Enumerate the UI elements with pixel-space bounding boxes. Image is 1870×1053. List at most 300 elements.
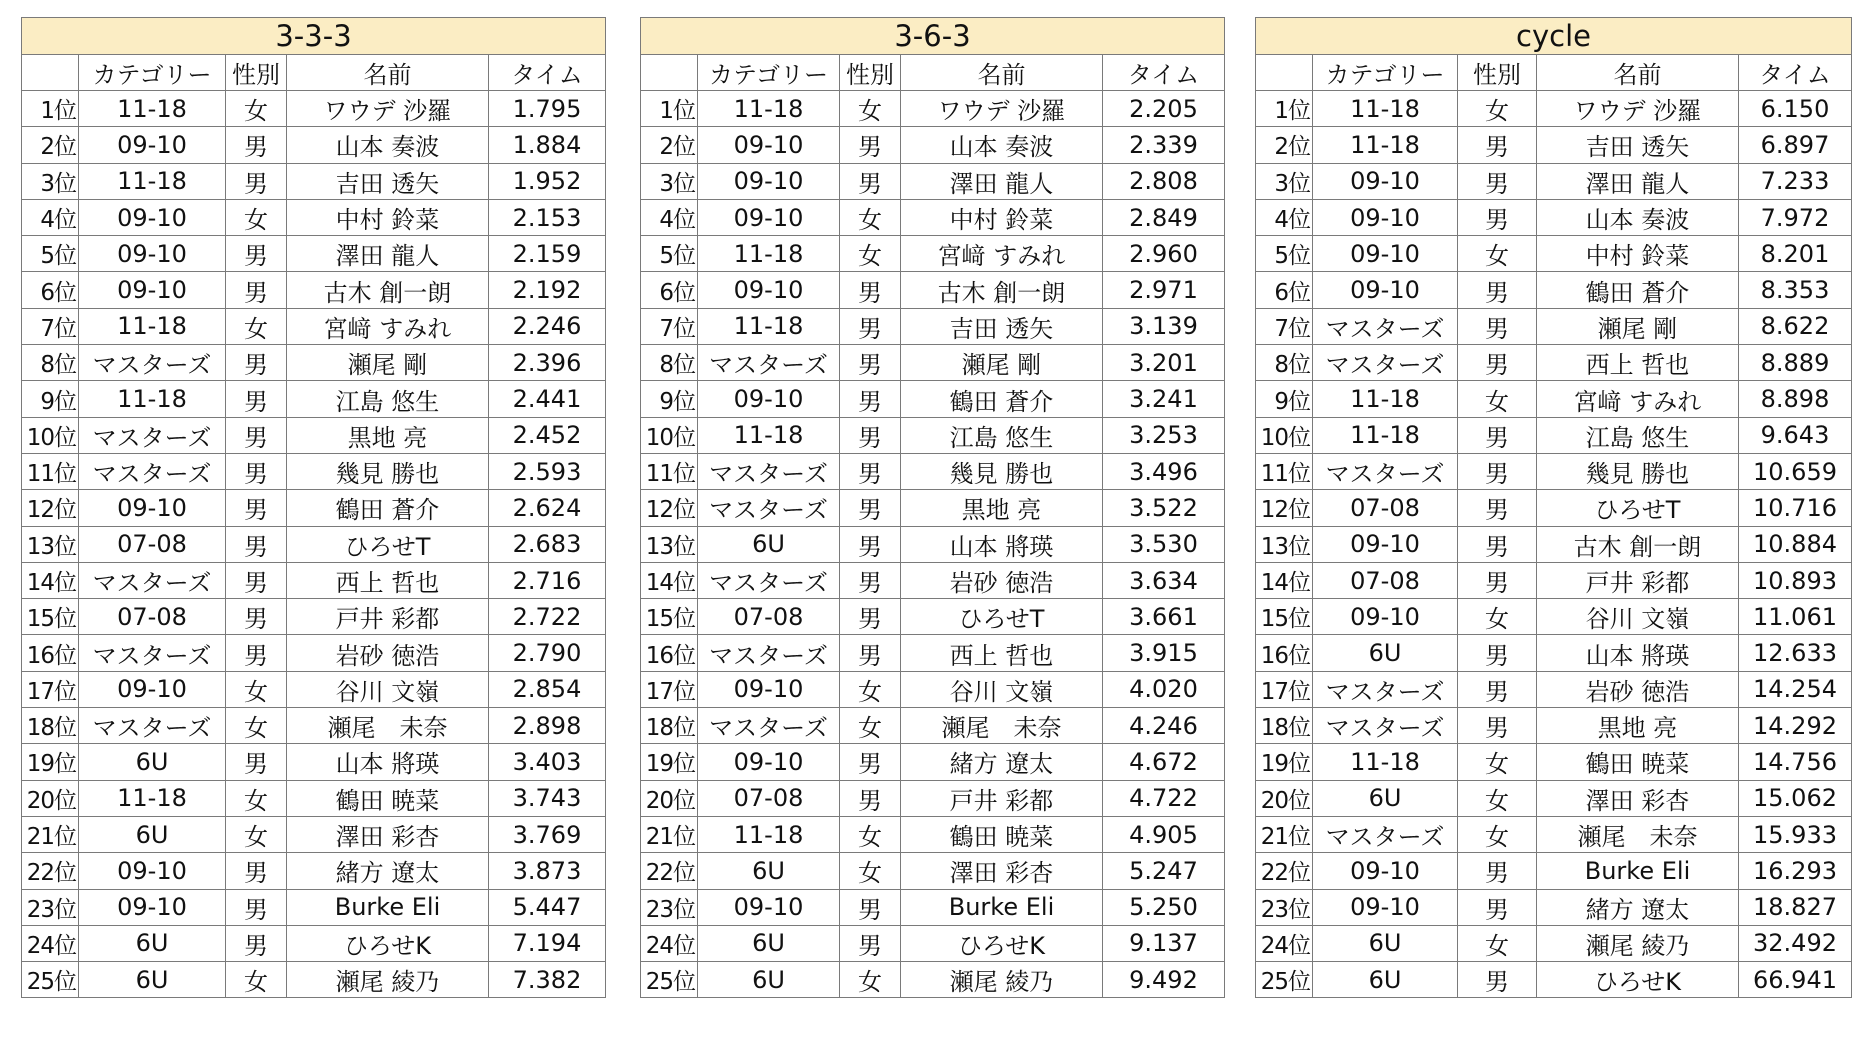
time-cell: 4.246 <box>1103 708 1225 744</box>
time-cell: 4.020 <box>1103 671 1225 707</box>
name-cell: ワウデ 沙羅 <box>287 91 489 127</box>
time-cell: 5.247 <box>1103 853 1225 889</box>
rank-cell: 3位 <box>641 163 698 199</box>
rank-cell: 6位 <box>22 272 79 308</box>
gender-cell: 男 <box>1458 708 1537 744</box>
table-row <box>641 163 1225 199</box>
time-cell: 2.683 <box>489 526 606 562</box>
gender-cell: 男 <box>1458 671 1537 707</box>
table-row <box>22 490 606 526</box>
category-cell: マスターズ <box>1313 671 1458 707</box>
name-cell: 古木 創一朗 <box>1537 526 1739 562</box>
gender-cell: 男 <box>1458 635 1537 671</box>
name-cell: 中村 鈴菜 <box>901 199 1103 235</box>
table-row <box>22 744 606 780</box>
rank-cell: 1位 <box>22 91 79 127</box>
time-cell: 3.139 <box>1103 308 1225 344</box>
time-cell: 2.339 <box>1103 127 1225 163</box>
category-cell: マスターズ <box>79 345 226 381</box>
gender-cell: 男 <box>226 236 287 272</box>
rank-cell: 18位 <box>641 708 698 744</box>
gender-cell: 男 <box>226 562 287 598</box>
time-cell: 2.159 <box>489 236 606 272</box>
category-cell: 6U <box>1313 925 1458 961</box>
rank-cell: 12位 <box>22 490 79 526</box>
rank-header <box>641 55 698 91</box>
gender-cell: 男 <box>1458 272 1537 308</box>
gender-cell: 男 <box>840 127 901 163</box>
table-row <box>1256 708 1852 744</box>
rank-cell: 20位 <box>641 780 698 816</box>
category-cell: 6U <box>1313 780 1458 816</box>
table-row <box>1256 925 1852 961</box>
table-row <box>1256 962 1852 998</box>
category-cell: 09-10 <box>79 199 226 235</box>
category-cell: マスターズ <box>79 708 226 744</box>
gender-cell: 男 <box>1458 889 1537 925</box>
rank-cell: 12位 <box>1256 490 1313 526</box>
gender-cell: 男 <box>226 526 287 562</box>
table-row <box>22 925 606 961</box>
category-cell: 07-08 <box>1313 490 1458 526</box>
time-cell: 7.194 <box>489 925 606 961</box>
time-cell: 8.898 <box>1739 381 1852 417</box>
gender-cell: 男 <box>226 163 287 199</box>
category-cell: 09-10 <box>79 127 226 163</box>
category-cell: 07-08 <box>79 599 226 635</box>
rank-cell: 10位 <box>641 417 698 453</box>
time-cell: 12.633 <box>1739 635 1852 671</box>
table-row <box>1256 490 1852 526</box>
name-cell: 鶴田 蒼介 <box>287 490 489 526</box>
time-cell: 1.795 <box>489 91 606 127</box>
category-cell: 11-18 <box>698 308 840 344</box>
name-cell: 古木 創一朗 <box>901 272 1103 308</box>
rank-cell: 17位 <box>22 671 79 707</box>
category-cell: マスターズ <box>698 562 840 598</box>
name-cell: Burke Eli <box>287 889 489 925</box>
name-cell: Burke Eli <box>901 889 1103 925</box>
gender-cell: 男 <box>1458 526 1537 562</box>
time-cell: 66.941 <box>1739 962 1852 998</box>
rank-cell: 20位 <box>1256 780 1313 816</box>
category-cell: マスターズ <box>698 345 840 381</box>
time-cell: 15.062 <box>1739 780 1852 816</box>
gender-cell: 男 <box>1458 490 1537 526</box>
gender-cell: 男 <box>226 453 287 489</box>
name-cell: 谷川 文嶺 <box>901 671 1103 707</box>
table-title: 3-6-3 <box>641 18 1225 55</box>
gender-cell: 女 <box>840 816 901 852</box>
time-cell: 6.150 <box>1739 91 1852 127</box>
rank-cell: 5位 <box>641 236 698 272</box>
time-cell: 3.241 <box>1103 381 1225 417</box>
time-cell: 5.250 <box>1103 889 1225 925</box>
name-cell: 澤田 龍人 <box>287 236 489 272</box>
gender-cell: 男 <box>840 744 901 780</box>
table-row <box>1256 453 1852 489</box>
rank-cell: 5位 <box>22 236 79 272</box>
category-cell: 07-08 <box>1313 562 1458 598</box>
gender-cell: 女 <box>1458 744 1537 780</box>
time-cell: 2.205 <box>1103 91 1225 127</box>
time-cell: 8.889 <box>1739 345 1852 381</box>
category-cell: 09-10 <box>1313 526 1458 562</box>
table-row <box>641 708 1225 744</box>
category-cell: 6U <box>79 962 226 998</box>
category-cell: 11-18 <box>79 381 226 417</box>
table-row <box>641 381 1225 417</box>
category-cell: 09-10 <box>698 127 840 163</box>
time-cell: 4.722 <box>1103 780 1225 816</box>
table-row <box>641 562 1225 598</box>
gender-cell: 女 <box>226 708 287 744</box>
rank-cell: 7位 <box>1256 308 1313 344</box>
table-row <box>641 272 1225 308</box>
category-cell: 09-10 <box>1313 236 1458 272</box>
name-cell: 西上 哲也 <box>1537 345 1739 381</box>
gender-header: 性別 <box>226 55 287 91</box>
time-cell: 3.403 <box>489 744 606 780</box>
rank-cell: 12位 <box>641 490 698 526</box>
rank-cell: 2位 <box>1256 127 1313 163</box>
time-cell: 2.593 <box>489 453 606 489</box>
gender-cell: 男 <box>1458 127 1537 163</box>
category-cell: 11-18 <box>79 308 226 344</box>
gender-cell: 女 <box>1458 91 1537 127</box>
rank-cell: 23位 <box>641 889 698 925</box>
time-cell: 15.933 <box>1739 816 1852 852</box>
rank-cell: 9位 <box>1256 381 1313 417</box>
time-cell: 2.192 <box>489 272 606 308</box>
time-cell: 14.756 <box>1739 744 1852 780</box>
table-row <box>1256 199 1852 235</box>
time-cell: 1.952 <box>489 163 606 199</box>
gender-cell: 女 <box>1458 236 1537 272</box>
time-cell: 2.960 <box>1103 236 1225 272</box>
rank-cell: 9位 <box>22 381 79 417</box>
time-cell: 16.293 <box>1739 853 1852 889</box>
table-row <box>641 91 1225 127</box>
rank-cell: 11位 <box>1256 453 1313 489</box>
name-cell: 幾見 勝也 <box>1537 453 1739 489</box>
category-cell: 11-18 <box>698 91 840 127</box>
time-cell: 10.884 <box>1739 526 1852 562</box>
category-cell: 09-10 <box>698 381 840 417</box>
table-row <box>641 853 1225 889</box>
rank-cell: 19位 <box>1256 744 1313 780</box>
gender-cell: 男 <box>226 345 287 381</box>
name-cell: 戸井 彩都 <box>1537 562 1739 598</box>
gender-cell: 男 <box>1458 853 1537 889</box>
category-cell: 6U <box>79 744 226 780</box>
table-row <box>22 708 606 744</box>
table-row <box>1256 671 1852 707</box>
rank-cell: 24位 <box>1256 925 1313 961</box>
time-cell: 2.971 <box>1103 272 1225 308</box>
table-row <box>22 91 606 127</box>
rank-cell: 22位 <box>641 853 698 889</box>
name-cell: 吉田 透矢 <box>287 163 489 199</box>
time-cell: 8.353 <box>1739 272 1852 308</box>
gender-cell: 男 <box>226 127 287 163</box>
name-cell: 江島 悠生 <box>1537 417 1739 453</box>
time-cell: 7.382 <box>489 962 606 998</box>
category-cell: 09-10 <box>1313 199 1458 235</box>
gender-cell: 女 <box>226 308 287 344</box>
table-row <box>641 453 1225 489</box>
time-cell: 3.769 <box>489 816 606 852</box>
category-cell: 6U <box>1313 635 1458 671</box>
gender-cell: 男 <box>840 381 901 417</box>
name-cell: 澤田 彩杏 <box>1537 780 1739 816</box>
rank-cell: 4位 <box>1256 199 1313 235</box>
category-cell: マスターズ <box>698 708 840 744</box>
gender-header: 性別 <box>1458 55 1537 91</box>
table-row <box>641 308 1225 344</box>
rank-cell: 13位 <box>22 526 79 562</box>
time-header: タイム <box>1739 55 1852 91</box>
time-cell: 9.137 <box>1103 925 1225 961</box>
time-cell: 8.622 <box>1739 308 1852 344</box>
table-row <box>22 599 606 635</box>
name-cell: 澤田 龍人 <box>1537 163 1739 199</box>
rank-cell: 21位 <box>1256 816 1313 852</box>
table-row <box>22 127 606 163</box>
name-cell: 谷川 文嶺 <box>287 671 489 707</box>
rank-cell: 11位 <box>22 453 79 489</box>
rank-cell: 1位 <box>1256 91 1313 127</box>
gender-cell: 男 <box>1458 962 1537 998</box>
name-cell: 緒方 遼太 <box>1537 889 1739 925</box>
category-cell: 09-10 <box>698 163 840 199</box>
table-row <box>22 199 606 235</box>
gender-cell: 男 <box>226 635 287 671</box>
gender-cell: 女 <box>840 708 901 744</box>
table-row <box>1256 780 1852 816</box>
rank-cell: 13位 <box>1256 526 1313 562</box>
gender-cell: 男 <box>226 417 287 453</box>
table-row <box>641 962 1225 998</box>
table-row <box>1256 345 1852 381</box>
gender-cell: 女 <box>226 780 287 816</box>
category-cell: マスターズ <box>79 562 226 598</box>
name-cell: 瀬尾 剛 <box>1537 308 1739 344</box>
rank-cell: 1位 <box>641 91 698 127</box>
time-cell: 9.492 <box>1103 962 1225 998</box>
name-cell: 岩砂 徳浩 <box>1537 671 1739 707</box>
table-row <box>1256 127 1852 163</box>
rank-cell: 14位 <box>22 562 79 598</box>
category-header: カテゴリー <box>698 55 840 91</box>
name-cell: ひろせT <box>901 599 1103 635</box>
name-cell: 黒地 亮 <box>287 417 489 453</box>
table-row <box>22 526 606 562</box>
gender-cell: 男 <box>840 526 901 562</box>
rank-cell: 24位 <box>22 925 79 961</box>
rank-cell: 6位 <box>1256 272 1313 308</box>
time-cell: 11.061 <box>1739 599 1852 635</box>
gender-cell: 女 <box>840 236 901 272</box>
rank-cell: 8位 <box>641 345 698 381</box>
time-cell: 2.396 <box>489 345 606 381</box>
rank-cell: 23位 <box>22 889 79 925</box>
gender-cell: 女 <box>226 91 287 127</box>
gender-cell: 女 <box>226 199 287 235</box>
gender-cell: 男 <box>840 163 901 199</box>
table-row <box>22 308 606 344</box>
category-cell: 09-10 <box>1313 272 1458 308</box>
time-cell: 2.898 <box>489 708 606 744</box>
category-cell: 6U <box>79 816 226 852</box>
name-cell: 宮﨑 すみれ <box>901 236 1103 272</box>
name-cell: 澤田 龍人 <box>901 163 1103 199</box>
time-cell: 7.972 <box>1739 199 1852 235</box>
name-cell: 瀬尾 綾乃 <box>901 962 1103 998</box>
time-cell: 14.254 <box>1739 671 1852 707</box>
category-cell: 09-10 <box>1313 599 1458 635</box>
table-row <box>22 562 606 598</box>
name-cell: 宮﨑 すみれ <box>1537 381 1739 417</box>
rank-header <box>22 55 79 91</box>
category-cell: 6U <box>698 962 840 998</box>
name-cell: 吉田 透矢 <box>1537 127 1739 163</box>
rank-cell: 8位 <box>22 345 79 381</box>
time-cell: 2.452 <box>489 417 606 453</box>
time-cell: 3.496 <box>1103 453 1225 489</box>
name-cell: 山本 奏波 <box>287 127 489 163</box>
rank-cell: 5位 <box>1256 236 1313 272</box>
time-cell: 8.201 <box>1739 236 1852 272</box>
name-cell: 緒方 遼太 <box>287 853 489 889</box>
category-cell: 07-08 <box>698 780 840 816</box>
table-row <box>22 962 606 998</box>
category-cell: マスターズ <box>1313 345 1458 381</box>
rank-cell: 4位 <box>641 199 698 235</box>
table-row <box>1256 526 1852 562</box>
time-cell: 7.233 <box>1739 163 1852 199</box>
table-row <box>22 236 606 272</box>
gender-cell: 男 <box>840 417 901 453</box>
time-header: タイム <box>489 55 606 91</box>
rank-cell: 20位 <box>22 780 79 816</box>
gender-cell: 男 <box>840 599 901 635</box>
gender-cell: 男 <box>226 272 287 308</box>
rank-cell: 3位 <box>22 163 79 199</box>
name-cell: 山本 將瑛 <box>1537 635 1739 671</box>
gender-header: 性別 <box>840 55 901 91</box>
time-cell: 3.253 <box>1103 417 1225 453</box>
category-cell: 09-10 <box>79 671 226 707</box>
time-cell: 2.153 <box>489 199 606 235</box>
table-row <box>22 381 606 417</box>
rank-cell: 2位 <box>641 127 698 163</box>
name-cell: 瀬尾 剛 <box>287 345 489 381</box>
category-cell: 6U <box>1313 962 1458 998</box>
name-cell: 澤田 彩杏 <box>287 816 489 852</box>
name-cell: ひろせT <box>287 526 489 562</box>
table-row <box>1256 236 1852 272</box>
category-cell: 6U <box>79 925 226 961</box>
category-cell: マスターズ <box>698 453 840 489</box>
rank-cell: 11位 <box>641 453 698 489</box>
table-row <box>22 853 606 889</box>
category-cell: 11-18 <box>698 816 840 852</box>
table-row <box>641 744 1225 780</box>
name-cell: 瀬尾 未奈 <box>1537 816 1739 852</box>
category-header: カテゴリー <box>1313 55 1458 91</box>
gender-cell: 男 <box>840 780 901 816</box>
rank-cell: 25位 <box>22 962 79 998</box>
gender-cell: 男 <box>840 272 901 308</box>
category-cell: 6U <box>698 526 840 562</box>
category-cell: マスターズ <box>79 417 226 453</box>
table-row <box>641 127 1225 163</box>
name-cell: 鶴田 暁菜 <box>901 816 1103 852</box>
time-cell: 3.873 <box>489 853 606 889</box>
category-cell: 07-08 <box>79 526 226 562</box>
rank-cell: 15位 <box>22 599 79 635</box>
name-cell: 吉田 透矢 <box>901 308 1103 344</box>
name-cell: 鶴田 暁菜 <box>287 780 489 816</box>
table-row <box>1256 272 1852 308</box>
rank-cell: 2位 <box>22 127 79 163</box>
name-cell: 西上 哲也 <box>287 562 489 598</box>
time-cell: 2.624 <box>489 490 606 526</box>
time-header: タイム <box>1103 55 1225 91</box>
time-cell: 2.849 <box>1103 199 1225 235</box>
category-cell: 11-18 <box>79 91 226 127</box>
time-cell: 10.893 <box>1739 562 1852 598</box>
category-cell: 09-10 <box>1313 163 1458 199</box>
rank-cell: 18位 <box>22 708 79 744</box>
ranking-table <box>21 17 606 998</box>
gender-cell: 男 <box>840 345 901 381</box>
category-cell: 11-18 <box>1313 417 1458 453</box>
category-cell: 11-18 <box>1313 91 1458 127</box>
table-row <box>1256 417 1852 453</box>
category-cell: 09-10 <box>1313 889 1458 925</box>
rank-header <box>1256 55 1313 91</box>
name-cell: 山本 奏波 <box>901 127 1103 163</box>
name-cell: 鶴田 暁菜 <box>1537 744 1739 780</box>
table-row <box>1256 744 1852 780</box>
table-row <box>1256 816 1852 852</box>
gender-cell: 男 <box>840 490 901 526</box>
name-cell: 瀬尾 未奈 <box>287 708 489 744</box>
name-cell: 西上 哲也 <box>901 635 1103 671</box>
gender-cell: 女 <box>1458 925 1537 961</box>
category-cell: マスターズ <box>1313 708 1458 744</box>
table-row <box>22 780 606 816</box>
gender-cell: 男 <box>840 635 901 671</box>
category-cell: マスターズ <box>698 490 840 526</box>
name-cell: 山本 奏波 <box>1537 199 1739 235</box>
category-cell: 09-10 <box>1313 853 1458 889</box>
time-cell: 3.201 <box>1103 345 1225 381</box>
time-cell: 2.854 <box>489 671 606 707</box>
name-cell: 山本 將瑛 <box>287 744 489 780</box>
table-row <box>641 236 1225 272</box>
category-cell: 09-10 <box>79 853 226 889</box>
gender-cell: 男 <box>1458 308 1537 344</box>
gender-cell: 女 <box>1458 381 1537 417</box>
gender-cell: 男 <box>1458 453 1537 489</box>
gender-cell: 女 <box>840 962 901 998</box>
gender-cell: 女 <box>226 816 287 852</box>
gender-cell: 男 <box>226 744 287 780</box>
table-row <box>641 925 1225 961</box>
